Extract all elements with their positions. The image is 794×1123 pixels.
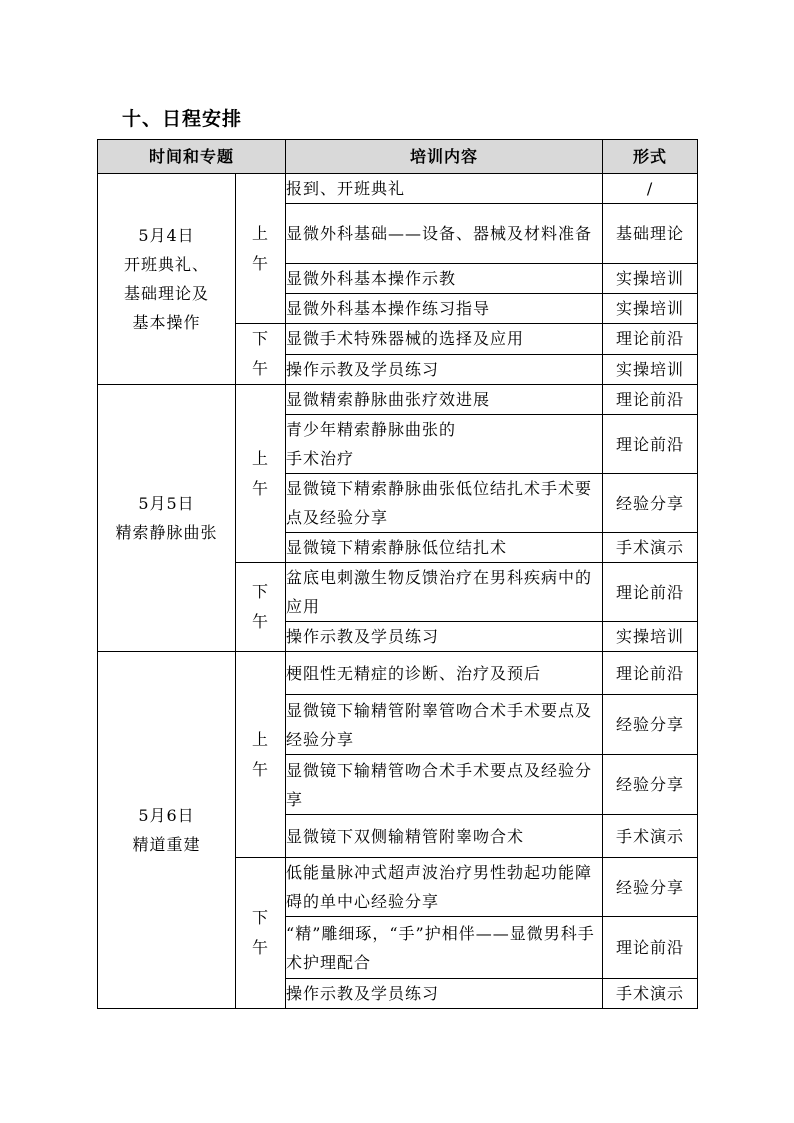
period-char: 午	[252, 759, 270, 779]
day-topic: 精索静脉曲张	[115, 523, 218, 542]
session-content: 显微手术特殊器械的选择及应用	[286, 324, 603, 355]
session-content: 盆底电刺激生物反馈治疗在男科疾病中的应用	[286, 563, 603, 622]
period-morning	[236, 652, 286, 858]
session-content: 显微外科基本操作示教	[286, 264, 603, 294]
header-content: 培训内容	[286, 140, 603, 174]
session-content: 显微外科基本操作练习指导	[286, 294, 603, 324]
session-form: 手术演示	[603, 533, 698, 563]
section-heading: 十、日程安排	[122, 108, 243, 130]
session-form: 理论前沿	[603, 652, 698, 695]
period-char: 午	[252, 478, 270, 498]
header-row	[98, 140, 698, 174]
session-form: 经验分享	[603, 695, 698, 755]
session-content: 报到、开班典礼	[286, 174, 603, 204]
session-form: 实操培训	[603, 294, 698, 324]
session-content: 操作示教及学员练习	[286, 354, 603, 385]
session-content: 显微镜下精索静脉低位结扎术	[286, 533, 603, 563]
schedule-body	[98, 174, 698, 1009]
day-date: 5月4日	[138, 226, 195, 245]
session-form: 理论前沿	[603, 415, 698, 474]
day-topic: 精道重建	[132, 835, 201, 854]
session-content: 显微精索静脉曲张疗效进展	[286, 385, 603, 415]
header-time-topic: 时间和专题	[98, 140, 286, 174]
period-char: 下	[252, 908, 270, 927]
session-content: 梗阻性无精症的诊断、治疗及预后	[286, 652, 603, 695]
period-char: 上	[252, 729, 270, 749]
session-form: 经验分享	[603, 474, 698, 533]
session-form: 经验分享	[603, 858, 698, 917]
period-char: 午	[252, 938, 270, 957]
session-form: 基础理论	[603, 204, 698, 264]
period-char: 午	[252, 359, 270, 378]
period-char: 上	[252, 448, 270, 468]
day-cell	[98, 652, 236, 1009]
period-char: 午	[252, 612, 270, 631]
session-content: 操作示教及学员练习	[286, 979, 603, 1009]
period-morning	[236, 174, 286, 324]
day-topic: 开班典礼、 基础理论及 基本操作	[123, 255, 209, 332]
session-form: 理论前沿	[603, 324, 698, 355]
period-char: 下	[252, 582, 270, 601]
day-date: 5月5日	[138, 494, 195, 513]
period-afternoon	[236, 858, 286, 1009]
period-afternoon	[236, 563, 286, 652]
session-content: 青少年精索静脉曲张的 手术治疗	[286, 415, 603, 474]
session-content: “精”雕细琢，“手”护相伴——显微男科手术护理配合	[286, 917, 603, 979]
period-char: 下	[252, 329, 270, 348]
session-form: 实操培训	[603, 264, 698, 294]
session-form: 理论前沿	[603, 917, 698, 979]
schedule-row	[98, 652, 698, 695]
session-content: 低能量脉冲式超声波治疗男性勃起功能障碍的单中心经验分享	[286, 858, 603, 917]
session-content: 显微镜下输精管吻合术手术要点及经验分享	[286, 755, 603, 815]
period-char: 午	[252, 253, 270, 273]
session-content: 显微镜下精索静脉曲张低位结扎术手术要点及经验分享	[286, 474, 603, 533]
schedule-row	[98, 174, 698, 204]
schedule-table	[97, 139, 698, 1009]
session-form: 理论前沿	[603, 563, 698, 622]
session-form: 手术演示	[603, 815, 698, 858]
header-form: 形式	[603, 140, 698, 174]
session-content: 操作示教及学员练习	[286, 622, 603, 652]
day-date: 5月6日	[138, 806, 195, 825]
day-cell	[98, 385, 236, 652]
session-form: 手术演示	[603, 979, 698, 1009]
period-char: 上	[252, 223, 270, 243]
schedule-row	[98, 385, 698, 415]
period-morning	[236, 385, 286, 563]
session-content: 显微外科基础——设备、器械及材料准备	[286, 204, 603, 264]
session-form: /	[603, 174, 698, 204]
day-cell	[98, 174, 236, 385]
session-content: 显微镜下双侧输精管附睾吻合术	[286, 815, 603, 858]
session-form: 理论前沿	[603, 385, 698, 415]
session-content: 显微镜下输精管附睾管吻合术手术要点及经验分享	[286, 695, 603, 755]
session-form: 经验分享	[603, 755, 698, 815]
period-afternoon	[236, 324, 286, 385]
session-form: 实操培训	[603, 622, 698, 652]
session-form: 实操培训	[603, 354, 698, 385]
